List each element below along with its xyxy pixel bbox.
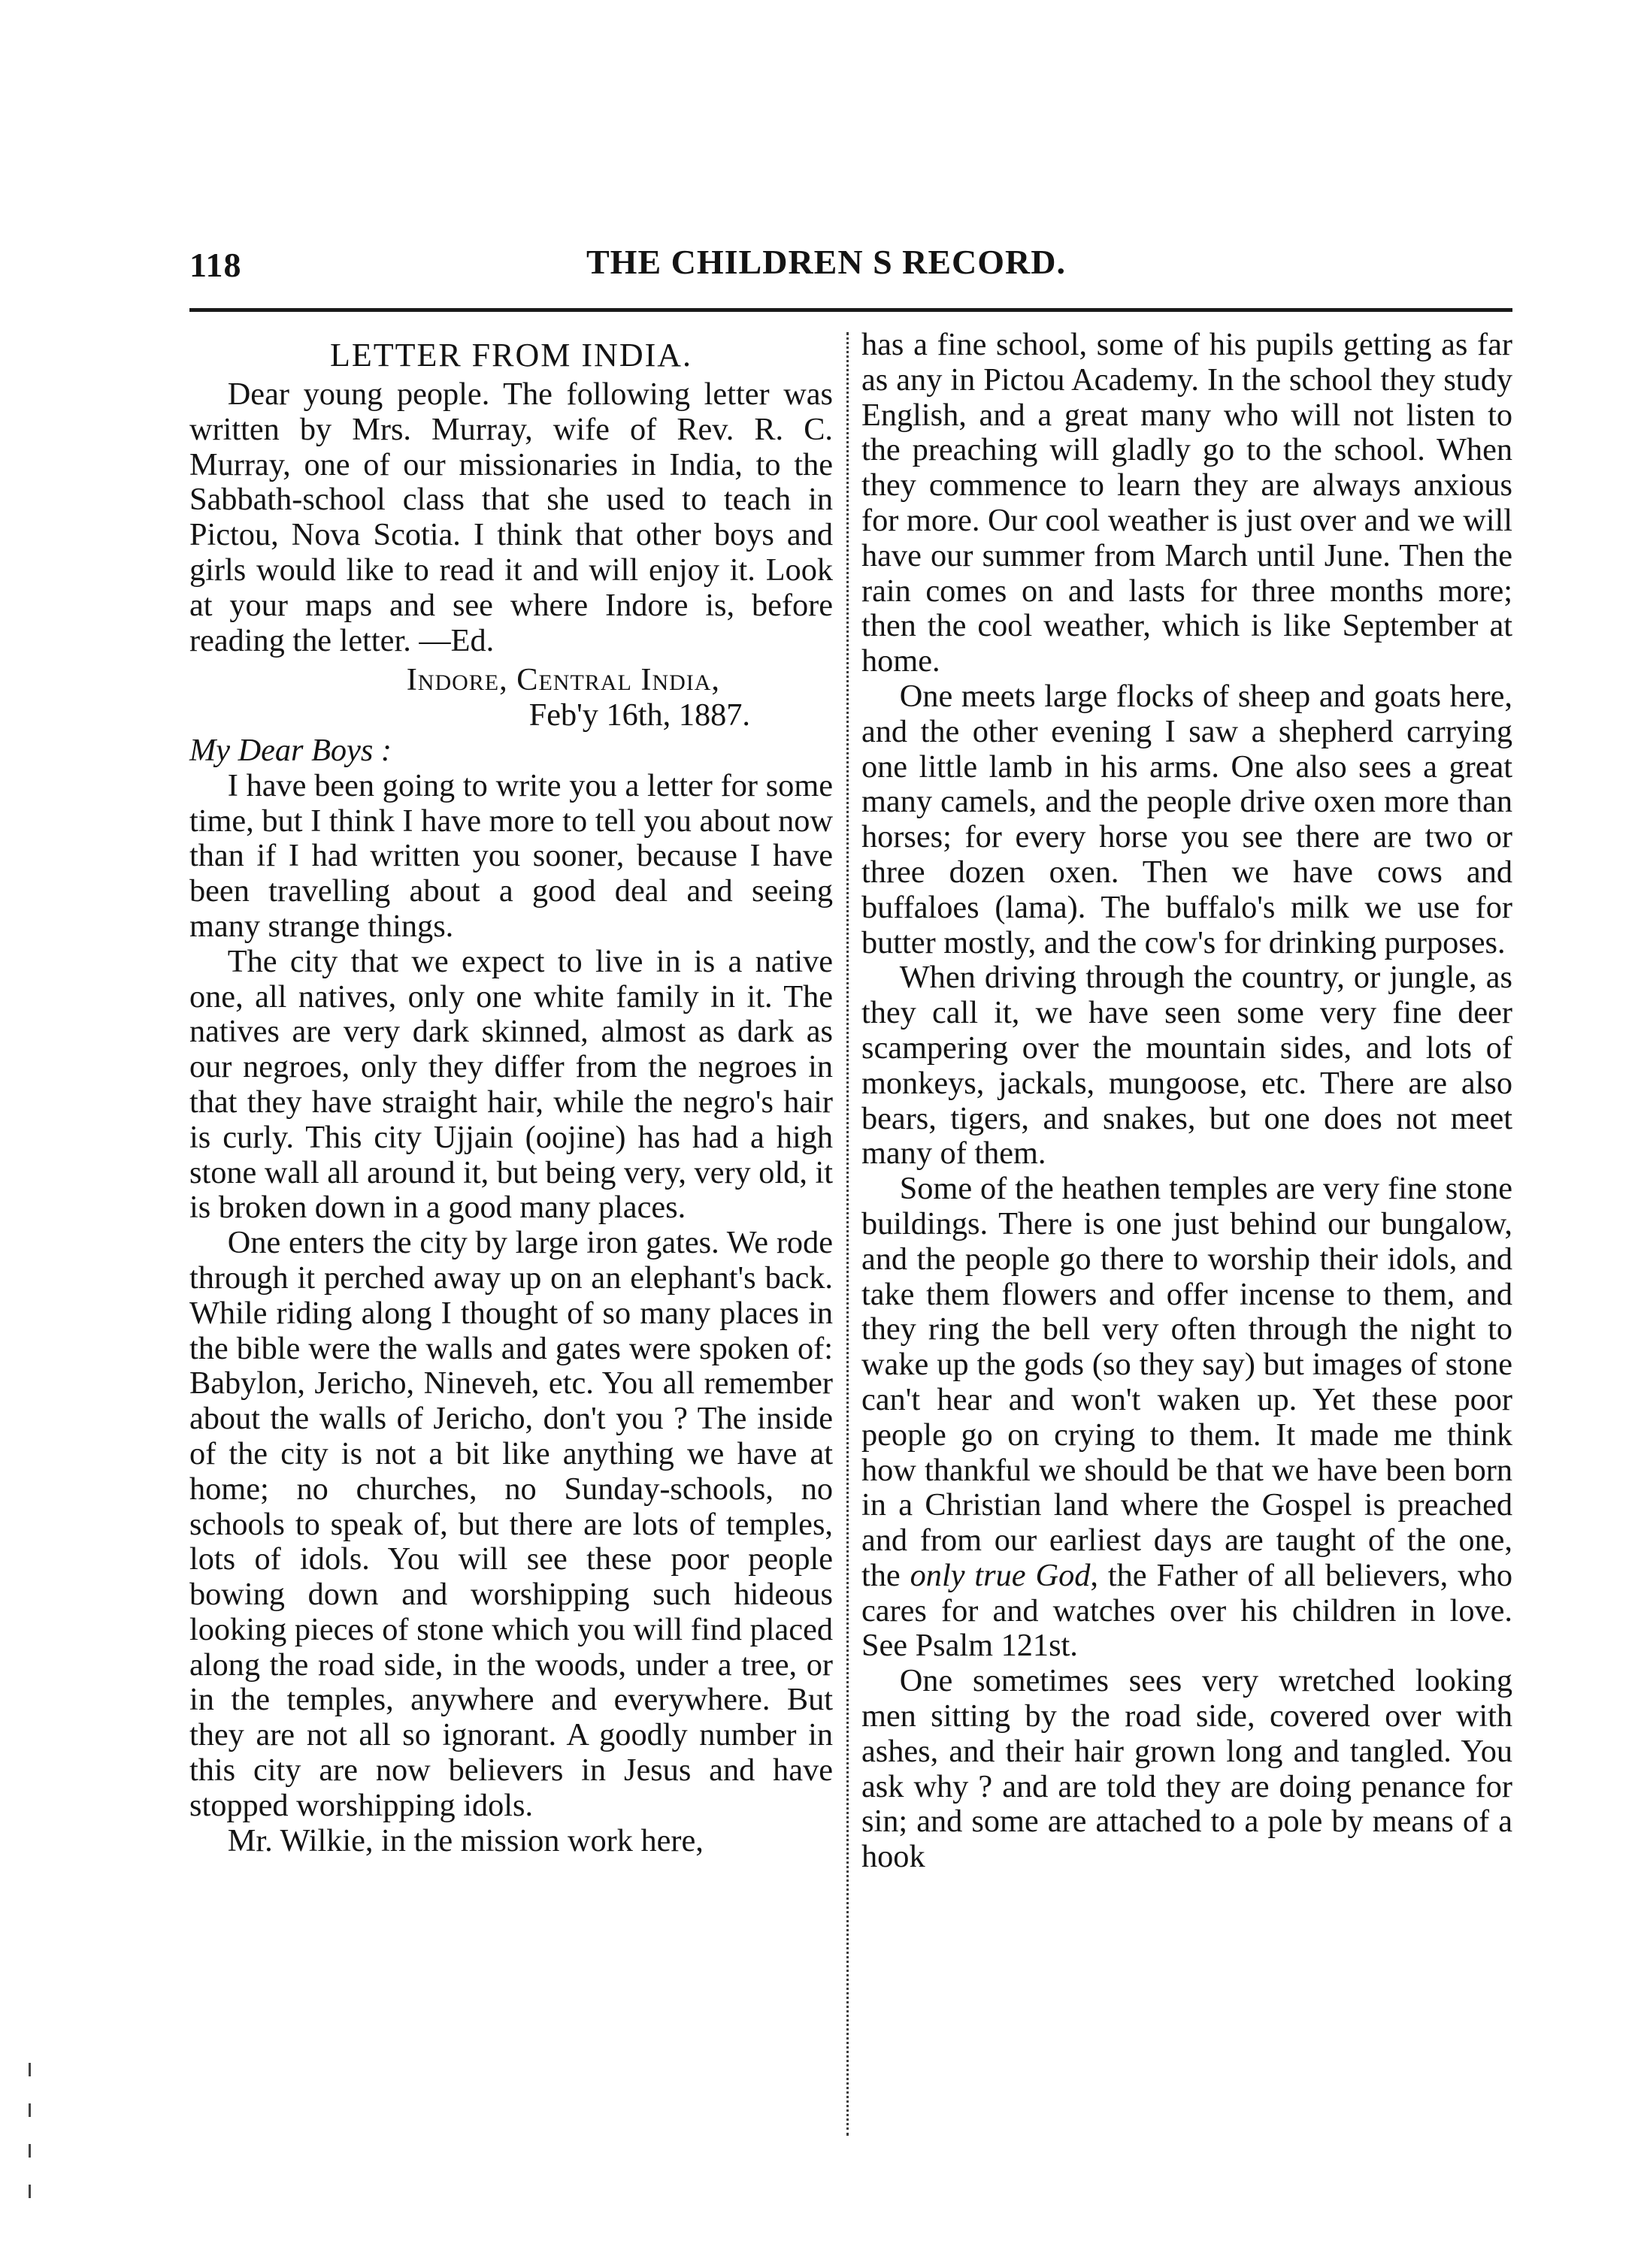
margin-marks bbox=[29, 2063, 32, 2225]
column-divider bbox=[846, 332, 849, 2136]
paragraph: One meets large flocks of sheep and goats here, and the other evening I saw a shepherd carrying one little lamb in his arms. One also sees a great many camels, and the people drive oxen more than horses; for every horse you see there are two or three dozen oxen. Then we have cows and buffaloes (lama). The buffalo's milk we use for butter mostly, and the cow's for drinking purposes. bbox=[861, 678, 1512, 960]
page-number: 118 bbox=[189, 246, 242, 284]
temples-text: Some of the heathen temples are very fine stone buildings. There is one just behind our bungalow, and the people go there to worship their idols, and take them flowers and offer incense to them, and they ring the bell very often through the night to wake up the gods (so they say) but images of stone can't hear and won't waken up. Yet these poor people go on crying to them. It made me think how thankful we should be that we have been born in a Christian land where the Gospel is preached and from our earliest days are taught of the one, the bbox=[861, 1171, 1512, 1593]
paragraph: One enters the city by large iron gates. We rode through it perched away up on an elephant's back. While riding along I thought of so many places in the bible were the walls and gates were spoken of: Babylon, Jericho, Nineveh, etc. You all remember about the walls of Jericho, don't you ? The inside of the city is not a bit like anything we have at home; no churches, no Sunday-schools, no schools to speak of, but there are lots of temples, lots of idols. You will see these poor people bowing down and worshipping such hideous looking pieces of stone which you will find placed along the road side, in the woods, under a tree, or in the temples, anywhere and everywhere. But they are not all so ignorant. A goodly number in this city are now believers in Jesus and have stopped worshipping idols. bbox=[189, 1225, 833, 1823]
left-column bbox=[189, 328, 833, 1858]
article-title: LETTER FROM INDIA. bbox=[329, 337, 693, 373]
paragraph: The city that we expect to live in is a native one, all natives, only one white family in it. The natives are very dark skinned, almost as dark as our negroes, only they differ from the negroes in that they have straight hair, while the negro's hair is curly. This city Ujjain (oojine) has had a high stone wall all around it, but being very, very old, it is broken down in a good many places. bbox=[189, 943, 833, 1226]
margin-mark bbox=[29, 2185, 31, 2198]
paragraph: When driving through the country, or jungle, as they call it, we have seen some very fine deer scampering over the mountain sides, and lots of monkeys, jackals, mungoose, etc. There are also bears, tigers, and snakes, but one does not meet many of them. bbox=[861, 960, 1512, 1172]
paragraph: Mr. Wilkie, in the mission work here, bbox=[227, 1822, 704, 1858]
paragraph: has a fine school, some of his pupils getting as far as any in Pictou Academy. In the school they study English, and a great many who will not listen to the preaching will gladly go to the school. When they commence to learn they are always anxious for more. Our cool weather is just over and we will have our summer from March until June. Then the rain comes on and lasts for three months more; then the cool weather, which is like September at home. bbox=[861, 327, 1512, 679]
paragraph: One sometimes sees very wretched looking men sitting by the road side, covered over with ashes, and their hair grown long and tangled. You ask why ? and are told they are doing penance for sin; and some are attached to a pole by means of a hook bbox=[861, 1663, 1512, 1875]
header-rule bbox=[189, 308, 1512, 312]
margin-mark bbox=[29, 2144, 31, 2158]
margin-mark bbox=[29, 2063, 31, 2076]
editor-note: Dear young people. The following letter was written by Mrs. Murray, wife of Rev. R. C. Murray, one of our missionaries in India, to the Sabbath-school class that she used to teach in Pictou, Nova Scotia. I think that other boys and girls would like to read it and will enjoy it. Look at your maps and see where Indore is, before reading the letter. —Ed. bbox=[189, 376, 833, 658]
paragraph: I have been going to write you a letter for some time, but I think I have more to tell you about now than if I had written you sooner, because I have been travelling about a good deal and seeing many strange things. bbox=[189, 767, 833, 944]
paragraph bbox=[861, 1172, 1512, 1664]
dateline-date: Feb'y 16th, 1887. bbox=[528, 697, 750, 733]
emphasis-text: only true God bbox=[910, 1557, 1091, 1593]
temples-text-end: , the Father of all believers, who cares for and watches over his children in love. See Psalm 121st. bbox=[861, 1557, 1513, 1664]
dateline bbox=[189, 663, 833, 733]
salutation: My Dear Boys : bbox=[189, 732, 392, 768]
right-column bbox=[861, 328, 1512, 1875]
running-head: THE CHILDREN S RECORD. bbox=[586, 243, 1066, 281]
dateline-place: Indore, Central India, bbox=[406, 662, 720, 698]
margin-mark bbox=[29, 2103, 31, 2117]
